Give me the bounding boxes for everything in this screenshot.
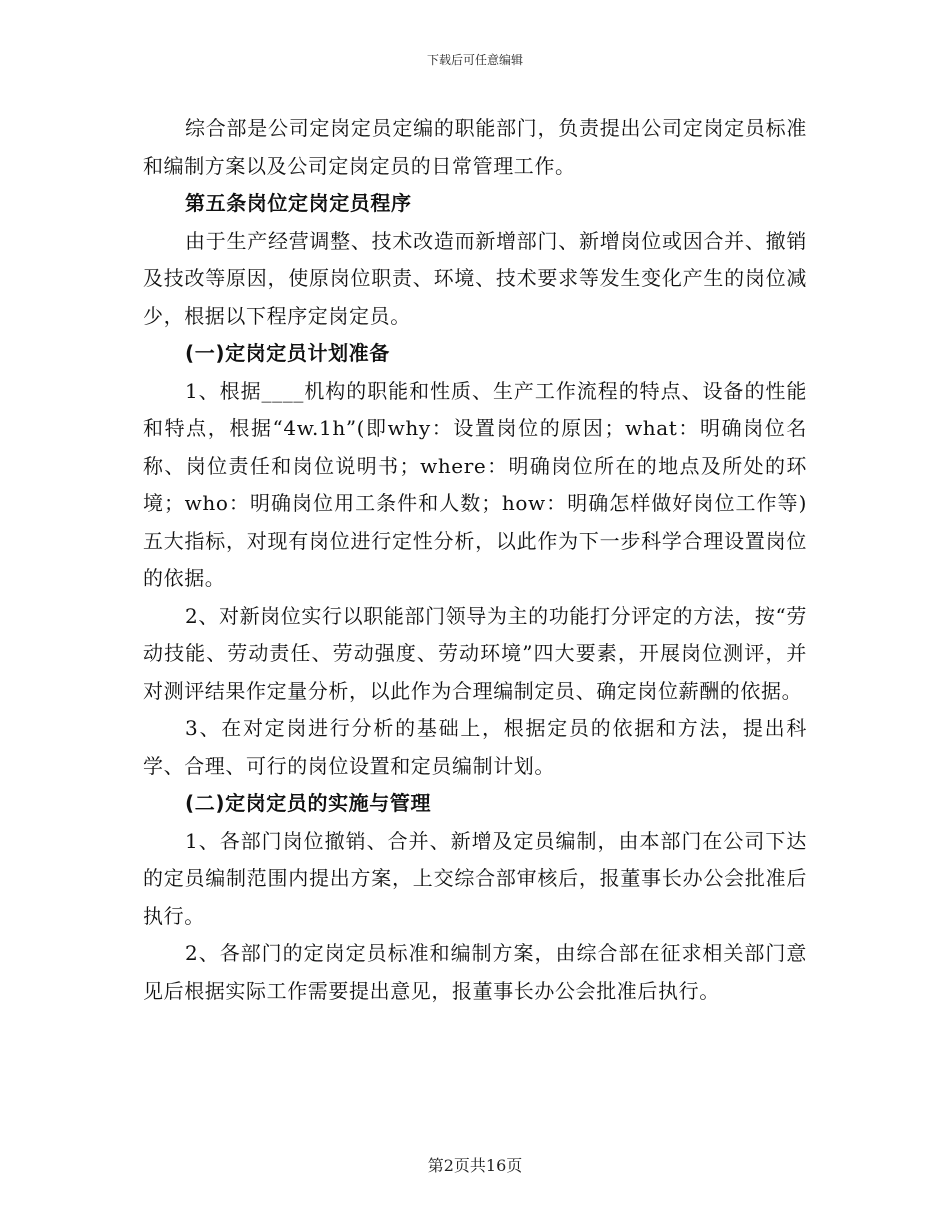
paragraph-department-duty: 综合部是公司定岗定员定编的职能部门，负责提出公司定岗定员标准和编制方案以及公司定岗定员的日常管理工作。 [143, 116, 807, 178]
paragraph-item-1-analysis: 1、根据____机构的职能和性质、生产工作流程的特点、设备的性能和特点，根据“4w.1h”(即why：设置岗位的原因；what：明确岗位名称、岗位责任和岗位说明书；where：明确岗位所在的地点及所处的环境；who：明确岗位用工条件和人数；how：明确怎样做好岗位工作等)五大指标，对现有岗位进行定性分析，以此作为下一步科学合理设置岗位的依据。 [143, 378, 807, 590]
page-header: 下载后可任意编辑 [426, 53, 523, 67]
subsection-heading-plan-preparation: (一)定岗定员计划准备 [185, 341, 390, 365]
subsection-heading-implementation: (二)定岗定员的实施与管理 [185, 791, 432, 815]
paragraph-item-3-plan: 3、在对定岗进行分析的基础上，根据定员的依据和方法，提出科学、合理、可行的岗位设置和定员编制计划。 [143, 716, 807, 778]
paragraph-impl-item-1: 1、各部门岗位撤销、合并、新增及定员编制，由本部门在公司下达的定员编制范围内提出方案，上交综合部审核后，报董事长办公会批准后执行。 [143, 828, 807, 928]
document-body [143, 110, 807, 1010]
paragraph-item-2-evaluation: 2、对新岗位实行以职能部门领导为主的功能打分评定的方法，按“劳动技能、劳动责任、劳动强度、劳动环境”四大要素，开展岗位测评，并对测评结果作定量分析，以此作为合理编制定员、确定岗位薪酬的依据。 [143, 603, 807, 703]
page-number: 第2页共16页 [427, 1156, 523, 1175]
section-heading-article-5: 第五条岗位定岗定员程序 [185, 191, 412, 215]
paragraph-impl-item-2: 2、各部门的定岗定员标准和编制方案，由综合部在征求相关部门意见后根据实际工作需要提出意见，报董事长办公会批准后执行。 [143, 941, 807, 1003]
paragraph-procedure-intro: 由于生产经营调整、技术改造而新增部门、新增岗位或因合并、撤销及技改等原因，使原岗位职责、环境、技术要求等发生变化产生的岗位减少，根据以下程序定岗定员。 [143, 228, 807, 328]
